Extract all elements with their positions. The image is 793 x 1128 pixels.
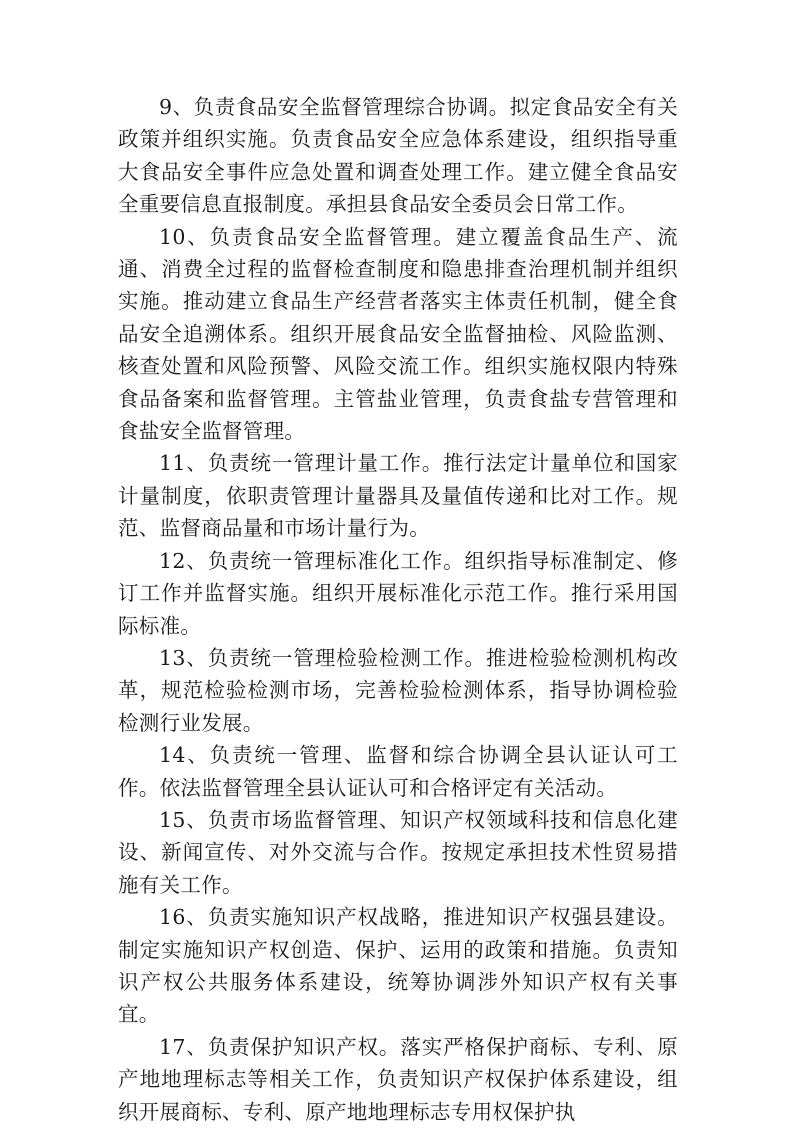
paragraph-item-13: 13、负责统一管理检验检测工作。推进检验检测机构改革，规范检验检测市场，完善检验检测体系，指导协调检验检测行业发展。 [118, 645, 678, 735]
paragraph-item-15: 15、负责市场监督管理、知识产权领域科技和信息化建设、新闻宣传、对外交流与合作。按规定承担技术性贸易措施有关工作。 [118, 807, 678, 897]
document-body [118, 91, 678, 1128]
paragraph-item-9: 9、负责食品安全监督管理综合协调。拟定食品安全有关政策并组织实施。负责食品安全应急体系建设，组织指导重大食品安全事件应急处置和调查处理工作。建立健全食品安全重要信息直报制度。承担县食品安全委员会日常工作。 [118, 95, 678, 217]
paragraph-item-10: 10、负责食品安全监督管理。建立覆盖食品生产、流通、消费全过程的监督检查制度和隐患排查治理机制并组织实施。推动建立食品生产经营者落实主体责任机制，健全食品安全追溯体系。组织开展食品安全监督抽检、风险监测、核查处置和风险预警、风险交流工作。组织实施权限内特殊食品备案和监督管理。主管盐业管理，负责食盐专营管理和食盐安全监督管理。 [118, 224, 678, 444]
paragraph-item-16: 16、负责实施知识产权战略，推进知识产权强县建设。制定实施知识产权创造、保护、运用的政策和措施。负责知识产权公共服务体系建设，统筹协调涉外知识产权有关事宜。 [118, 905, 678, 1027]
paragraph-item-12: 12、负责统一管理标准化工作。组织指导标准制定、修订工作并监督实施。组织开展标准化示范工作。推行采用国际标准。 [118, 548, 678, 638]
paragraph-item-14: 14、负责统一管理、监督和综合协调全县认证认可工作。依法监督管理全县认证认可和合格评定有关活动。 [118, 743, 678, 800]
paragraph-item-11: 11、负责统一管理计量工作。推行法定计量单位和国家计量制度，依职责管理计量器具及量值传递和比对工作。规范、监督商品量和市场计量行为。 [118, 451, 678, 541]
paragraph-item-17: 17、负责保护知识产权。落实严格保护商标、专利、原产地地理标志等相关工作，负责知识产权保护体系建设，组织开展商标、专利、原产地地理标志专用权保护执 [118, 1034, 678, 1124]
